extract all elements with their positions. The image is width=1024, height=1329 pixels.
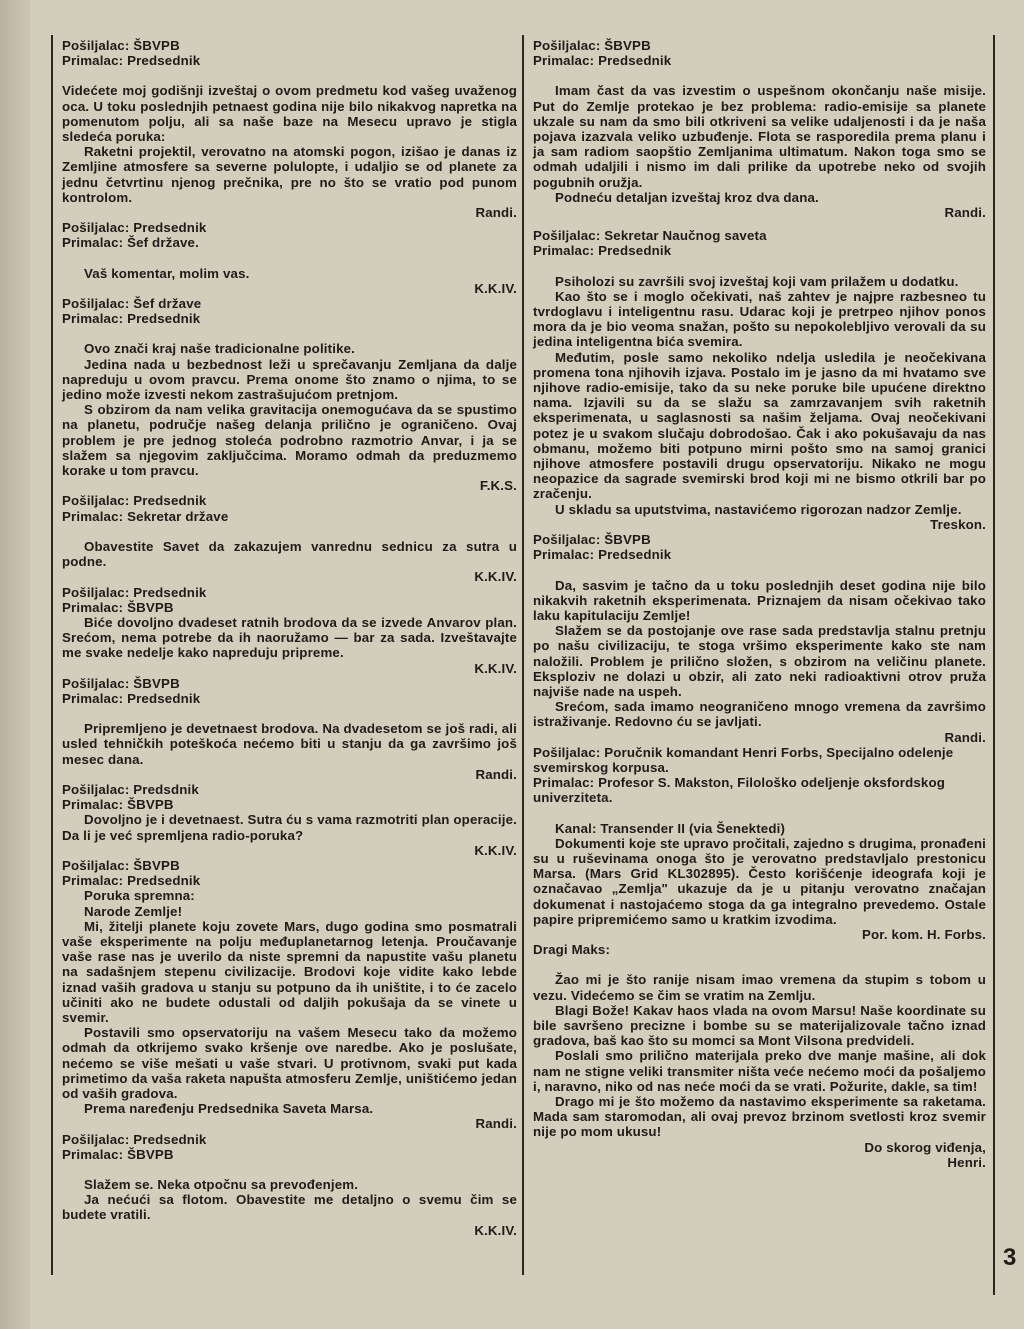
message-paragraph: Slažem se da postojanje ove rase sada predstavlja stalnu pretnju po našu civilizaciju, te stoga vršimo eksperimente kako ste nam naložili. Problem je prilično složen, s obzirom na veličinu planete. Eksploziv ne dolazi u obzir, ali zato neki radioaktivni otrov pruža najviše nade na uspeh. [533, 623, 986, 699]
message-paragraph: Obavestite Savet da zakazujem vanrednu sednicu za sutra u podne. [62, 538, 517, 570]
message-signature: K.K.IV. [474, 1222, 517, 1238]
message-signature: Randi. [475, 766, 517, 782]
message-signature: K.K.IV. [474, 569, 517, 585]
message-paragraph: Slažem se. Neka otpočnu sa prevođenjem. [84, 1177, 359, 1193]
message-paragraph: Postavili smo opservatoriju na vašem Mesecu tako da možemo odmah da otkrijemo svako kršenje ove naredbe. Ako je poslušate, nećemo se više mešati u vaše stvari. U protivnom, svaki put kada primetimo da vaša raketa napušta atmosferu Zemlje, uništićemo jedan od vaših gradova. [62, 1025, 517, 1101]
message-paragraph: Kanal: Transender II (via Šenektedi) [555, 820, 786, 836]
message-header: Primalac: Predsednik [62, 311, 201, 327]
message-header: Primalac: Predsednik [62, 690, 201, 706]
message-paragraph: Vaš komentar, molim vas. [84, 265, 250, 281]
message-paragraph: Kao što se i moglo očekivati, naš zahtev je najpre razbesneo tu tvrdoglavu i inteligentnu rasu. Udarac koji je pretrpeo njihov ponos mora da je bio veoma snažan, pošto su nepokolebljivo verovali da su jedina inteligentna bića svemira. [533, 288, 986, 350]
message-header: Primalac: Sekretar države [62, 508, 229, 524]
message-header: Primalac: Predsednik [533, 243, 672, 259]
message-paragraph: Prema naređenju Predsednika Saveta Marsa. [84, 1101, 374, 1117]
message-paragraph: Podneću detaljan izveštaj kroz dva dana. [555, 189, 819, 205]
message-header: Primalac: Predsednik [533, 53, 672, 69]
message-header: Pošiljalac: ŠBVPB [62, 38, 180, 53]
spacer [62, 524, 517, 539]
message-header: Pošiljalac: Šef države [62, 296, 202, 312]
right-column-rule [993, 35, 995, 1295]
message-header: Primalac: ŠBVPB [62, 797, 174, 813]
message-signature: Randi. [944, 205, 986, 221]
left-column [62, 38, 517, 1238]
message-paragraph: Mi, žitelji planete koju zovete Mars, dugo godina smo posmatrali vaše eksperimente na polju međuplanetarnog letenja. Proučavanje vaše rase nas je uverilo da niste spremni da napustite vašu planetu na sadašnjem stepenu civilizacije. Brodovi koje vidite kako lebde iznad vaših gradova u stanju su potpuno da ih uništite, i to će zacelo učiniti ako ne budete odustali od daljih pokušaja da se vinete u svemir. [62, 918, 517, 1025]
message-paragraph: Žao mi je što ranije nisam imao vremena da stupim s tobom u vezu. Videćemo se čim se vratim na Zemlju. [533, 972, 986, 1003]
message-header: Dragi Maks: [533, 942, 611, 958]
message-signature: K.K.IV. [474, 660, 517, 676]
message-header: Primalac: Predsednik [62, 873, 201, 889]
right-column [533, 38, 986, 1170]
message-paragraph: Blagi Bože! Kakav haos vlada na ovom Marsu! Naše koordinate su bile savršeno precizne i bombe su se materijalizovale tačno iznad gradova, baš kao što su momci sa Mont Vilsona predvideli. [533, 1002, 986, 1049]
spacer [62, 251, 517, 266]
message-paragraph: Međutim, posle samo nekoliko ndelja usledila je neočekivana promena tona njihovih izjava. Postalo im je jasno da mi hvatamo sve njihove radio-emisije, tako da su neke poruke bile upućene direktno nama. Izjavili su da se slažu sa zamrzavanjem svih raketnih eksperimenata, u saglasnosti sa našim željama. Ovaj neočekivani potez je u svakom slučaju dobrodošao. Čak i ako pokušavaju da nas obmanu, možemo biti potpuno mirni pošto smo na samoj granici njihove atmosfere postavili drugu opservatoriju. Nikako ne mogu neopazice da sagrade svemirski brod koji mi ne bismo otkrili bar po zračenju. [533, 349, 986, 502]
spacer [533, 259, 986, 274]
message-paragraph: Pripremljeno je devetnaest brodova. Na dvadesetom se još radi, ali usled tehničkih poteškoća nećemo biti u stanju da ga završimo još mesec dana. [62, 721, 517, 767]
message-header: Pošiljalac: ŠBVPB [62, 675, 180, 691]
message-header: Pošiljalac: Sekretar Naučnog saveta [533, 228, 767, 244]
spacer [533, 806, 986, 821]
message-paragraph: Da, sasvim je tačno da u toku poslednjih deset godina nije bilo nikakvih raketnih eksperimenata. Priznajem da nisam očekivao tako laku kapitulaciju Zemlje! [533, 577, 986, 623]
message-paragraph: S obzirom da nam velika gravitacija onemogućava da se spustimo na planetu, područje našeg delanja prilično je ograničeno. Ovaj problem je pre jednog stoleća podrobno razmotrio Anvar, i ja se slažem sa njegovim zaključcima. Moramo odmah da preduzmemo korake u tom pravcu. [62, 402, 517, 479]
message-signature: Henri. [947, 1154, 986, 1170]
message-header: Primalac: ŠBVPB [62, 599, 174, 615]
page-left-edge [0, 0, 30, 1329]
message-paragraph: Narode Zemlje! [84, 903, 183, 919]
message-paragraph: Videćete moj godišnji izveštaj o ovom predmetu kod vašeg uvaženog oca. U toku poslednjih petnaest godina nije bilo nikakvog napretka na pomenutom polju, ali sa naše baze na Mesecu upravo je stigla sledeća poruka: [62, 83, 517, 145]
message-signature: Treskon. [930, 516, 986, 532]
message-header: Primalac: Predsednik [62, 53, 201, 69]
message-header: Primalac: Predsednik [533, 547, 672, 563]
message-header: Primalac: Šef države. [62, 235, 199, 251]
message-paragraph: Imam čast da vas izvestim o uspešnom okončanju naše misije. Put do Zemlje protekao je bez problema: radio-emisije sa planete ukzale su nam da smo bili otkriveni sa velike udaljenosti i da je naša pojava izazvala veliko uzbuđenje. Flota se rasporedila prema planu i ja sam radiom saopštio Zemljanima ultimatum. Nakon toga smo se odmah udaljili i nismo im dali prilike da upotrebe neko od svojih pogubnih oružja. [533, 83, 986, 190]
message-header: Pošiljalac: ŠBVPB [533, 38, 651, 53]
message-paragraph: Srećom, sada imamo neograničeno mnogo vremena da završimo istraživanje. Redovno ću se javljati. [533, 699, 986, 730]
message-header: Pošiljalac: Predsednik [62, 493, 207, 509]
message-header: Pošiljalac: Poručnik komandant Henri Forbs, Specijalno odelenje svemirskog korpusa. [533, 744, 954, 775]
message-paragraph: Poruka spremna: [84, 888, 195, 904]
column-divider [522, 35, 524, 1275]
message-signature: Por. kom. H. Forbs. [861, 926, 986, 942]
message-header: Pošiljalac: Predsednik [62, 220, 207, 236]
message-header: Pošiljalac: Predsednik [62, 584, 207, 600]
message-signature: F.K.S. [479, 478, 517, 494]
message-header: Pošiljalac: Predsdnik [62, 781, 199, 797]
spacer [533, 220, 986, 228]
message-paragraph: Drago mi je što možemo da nastavimo eksperimente sa raketama. Mada sam staromodan, ali ovaj prevoz brzinom svetlosti kroz svemir nije po mom ukusu! [533, 1094, 986, 1140]
message-signature: K.K.IV. [474, 280, 517, 296]
message-signature: Randi. [475, 1116, 517, 1132]
message-header: Primalac: Profesor S. Makston, Filološko odeljenje oksfordskog univerziteta. [533, 775, 945, 806]
message-signature: K.K.IV. [474, 842, 517, 858]
message-paragraph: U skladu sa uputstvima, nastavićemo rigorozan nadzor Zemlje. [555, 501, 962, 517]
message-header: Primalac: ŠBVPB [62, 1146, 174, 1162]
spacer [62, 326, 517, 341]
spacer [533, 563, 986, 578]
message-paragraph: Ovo znači kraj naše tradicionalne politike. [84, 341, 355, 357]
message-paragraph: Raketni projektil, verovatno na atomski pogon, izišao je danas iz Zemljine atmosfere sa severne polulopte, i udaljio se od planete za jednu četvrtinu njenog prečnika, pre no što se vratio pod punom kontrolom. [62, 144, 517, 205]
message-signature: Randi. [944, 729, 986, 745]
spacer [533, 68, 986, 83]
message-signature: Do skorog viđenja, [864, 1139, 986, 1155]
message-paragraph: Poslali smo prilično materijala preko dve manje mašine, ali dok nam ne stigne veliki transmiter ništa veće nećemo moći da pošaljemo i, naravno, niko od nas neće moći da se vrati. Požurite, dakle, sa tim! [533, 1048, 986, 1094]
spacer [533, 957, 986, 972]
message-paragraph: Ja nećući sa flotom. Obavestite me detaljno o svemu čim se budete vratili. [62, 1192, 517, 1223]
spacer [62, 1162, 517, 1177]
message-paragraph: Psiholozi su završili svoj izveštaj koji vam prilažem u dodatku. [555, 273, 959, 289]
spacer [62, 68, 517, 83]
left-column-rule [51, 35, 53, 1275]
message-paragraph: Biće dovoljno dvadeset ratnih brodova da se izvede Anvarov plan. Srećom, nema potrebe da ih naoružamo — bar za sada. Izveštavajte me svake nedelje kako napreduju pripreme. [62, 614, 517, 661]
message-signature: Randi. [475, 205, 517, 221]
message-paragraph: Dovoljno je i devetnaest. Sutra ću s vama razmotriti plan operacije. Da li je već spremljena radio-poruka? [62, 812, 517, 843]
spacer [62, 706, 517, 721]
message-paragraph: Jedina nada u bezbednost leži u sprečavanju Zemljana da dalje napreduju u ovom pravcu. Prema onome što znamo o njima, to se jedino može izvesti nekom zastrašujućom pretnjom. [62, 356, 517, 403]
message-header: Pošiljalac: Predsednik [62, 1131, 207, 1147]
message-paragraph: Dokumenti koje ste upravo pročitali, zajedno s drugima, pronađeni su u ruševinama onoga što je verovatno predstavljalo prestonicu Marsa. (Mars Grid KL302895). Često korišćenje ideografa koji je označavao „Zemlja" ukazuje da je u pitanju verovatno značajan dokumenat i nastojaćemo stoga da ga integralno prevedemo. Ostale papire pripremićemo samo u kratkim izvodima. [533, 835, 986, 927]
message-header: Pošiljalac: ŠBVPB [533, 532, 651, 548]
page-number: 3 [1003, 1244, 1017, 1271]
message-header: Pošiljalac: ŠBVPB [62, 857, 180, 873]
